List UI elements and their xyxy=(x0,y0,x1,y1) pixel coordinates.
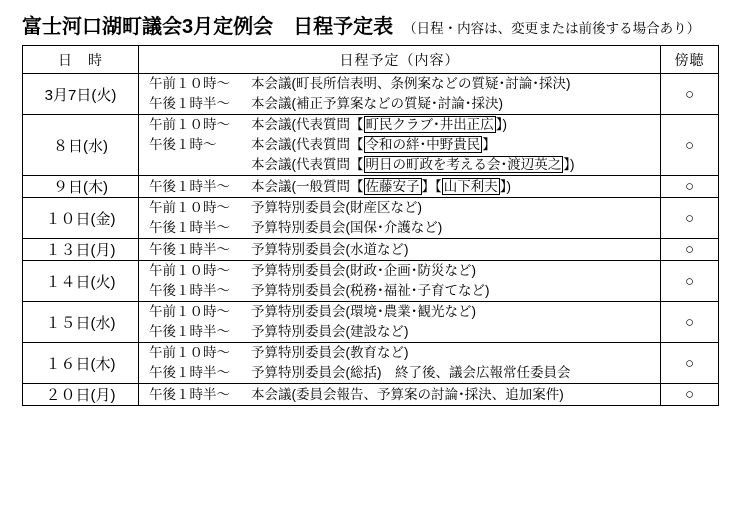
desc-suffix: 】 xyxy=(482,137,496,152)
table-row xyxy=(23,74,719,115)
schedule-time: 午前１０時〜 xyxy=(149,117,230,132)
highlighted-name: 明日の町政を考える会･渡辺英之 xyxy=(365,157,562,172)
desc-suffix: 】) xyxy=(495,117,507,132)
cell-audience: ○ xyxy=(661,239,719,261)
page-title: 富士河口湖町議会3月定例会 日程予定表 xyxy=(22,16,394,38)
schedule-line xyxy=(139,261,660,281)
schedule-time: 午後１時半〜 xyxy=(149,241,230,257)
cell-content xyxy=(139,384,661,406)
highlighted-name: 町民クラブ･井出正広 xyxy=(365,117,494,132)
schedule-line xyxy=(139,115,660,135)
schedule-time: 午後１時半〜 xyxy=(149,386,230,402)
cell-audience: ○ xyxy=(661,384,719,406)
page-subtitle: （日程・内容は、変更または前後する場合あり） xyxy=(403,21,701,36)
cell-date: １４日(火) xyxy=(23,261,139,302)
highlighted-name: 令和の絆･中野貴民 xyxy=(365,137,481,152)
cell-audience: ○ xyxy=(661,176,719,198)
schedule-desc: 予算特別委員会(財産区など) xyxy=(251,200,422,215)
schedule-time: 午前１０時〜 xyxy=(149,200,230,215)
cell-audience: ○ xyxy=(661,261,719,302)
cell-date: １５日(水) xyxy=(23,302,139,343)
schedule-time: 午後１時半〜 xyxy=(149,220,230,235)
cell-content xyxy=(139,302,661,343)
cell-content xyxy=(139,343,661,384)
cell-date: ８日(水) xyxy=(23,115,139,176)
schedule-line xyxy=(139,322,660,342)
schedule-time: 午後１時半〜 xyxy=(149,96,230,111)
cell-audience: ○ xyxy=(661,343,719,384)
cell-content xyxy=(139,115,661,176)
schedule-desc: 予算特別委員会(国保･介護など) xyxy=(251,220,443,235)
schedule-time: 午前１０時〜 xyxy=(149,76,230,91)
schedule-line xyxy=(139,155,660,175)
schedule-line xyxy=(139,240,660,260)
cell-date: １０日(金) xyxy=(23,198,139,239)
schedule-desc: 予算特別委員会(建設など) xyxy=(251,324,409,339)
schedule-line xyxy=(139,94,660,114)
schedule-desc xyxy=(251,135,660,155)
cell-audience: ○ xyxy=(661,115,719,176)
schedule-desc: 予算特別委員会(教育など) xyxy=(251,345,409,360)
schedule-desc: 本会議(町長所信表明、条例案などの質疑･討論･採決) xyxy=(251,76,571,91)
cell-audience: ○ xyxy=(661,302,719,343)
cell-audience: ○ xyxy=(661,74,719,115)
cell-date: ９日(木) xyxy=(23,176,139,198)
schedule-line xyxy=(139,343,660,363)
cell-date: １３日(月) xyxy=(23,239,139,261)
desc-suffix: 】) xyxy=(563,157,575,172)
table-row xyxy=(23,198,719,239)
schedule-table xyxy=(22,45,719,406)
schedule-desc: 予算特別委員会(水道など) xyxy=(251,241,409,257)
table-header-row xyxy=(23,46,719,74)
desc-prefix: 本会議(代表質問【 xyxy=(251,137,364,152)
table-body xyxy=(23,74,719,406)
desc-prefix: 本会議(代表質問【 xyxy=(251,117,364,132)
schedule-time: 午前１０時〜 xyxy=(149,263,230,278)
schedule-line xyxy=(139,177,660,197)
schedule-line xyxy=(139,363,660,383)
schedule-desc xyxy=(251,155,660,175)
cell-content xyxy=(139,74,661,115)
table-row xyxy=(23,115,719,176)
schedule-line xyxy=(139,281,660,301)
schedule-line xyxy=(139,135,660,155)
schedule-time: 午後１時〜 xyxy=(149,137,217,152)
schedule-desc: 予算特別委員会(総括) 終了後、議会広報常任委員会 xyxy=(251,365,571,380)
schedule-time: 午後１時半〜 xyxy=(149,324,230,339)
column-header-date: 日 時 xyxy=(23,46,139,74)
cell-date: １６日(木) xyxy=(23,343,139,384)
schedule-time: 午後１時半〜 xyxy=(149,283,230,298)
schedule-line xyxy=(139,74,660,94)
cell-date: 3月7日(火) xyxy=(23,74,139,115)
schedule-time: 午後１時半〜 xyxy=(149,178,230,194)
cell-content xyxy=(139,176,661,198)
highlighted-name: 山下利夫 xyxy=(443,178,498,194)
schedule-time: 午後１時半〜 xyxy=(149,365,230,380)
schedule-desc: 本会議(委員会報告、予算案の討論･採決、追加案件) xyxy=(251,386,564,402)
schedule-desc: 予算特別委員会(環境･農業･観光など) xyxy=(251,304,476,319)
schedule-time: 午前１０時〜 xyxy=(149,345,230,360)
desc-prefix: 本会議(代表質問【 xyxy=(251,157,364,172)
column-header-audience: 傍聴 xyxy=(661,46,719,74)
table-header xyxy=(23,46,719,74)
schedule-desc: 予算特別委員会(税務･福祉･子育てなど) xyxy=(251,283,490,298)
desc-suffix: 】) xyxy=(499,178,511,194)
schedule-desc: 予算特別委員会(財政･企画･防災など) xyxy=(251,263,476,278)
cell-audience: ○ xyxy=(661,198,719,239)
schedule-line xyxy=(139,302,660,322)
cell-date: ２０日(月) xyxy=(23,384,139,406)
schedule-time: 午前１０時〜 xyxy=(149,304,230,319)
cell-content xyxy=(139,198,661,239)
cell-content xyxy=(139,239,661,261)
table-row xyxy=(23,302,719,343)
schedule-line xyxy=(139,218,660,238)
desc-middle: 】【 xyxy=(421,178,442,194)
cell-content xyxy=(139,261,661,302)
table-row xyxy=(23,343,719,384)
desc-prefix: 本会議(一般質問【 xyxy=(251,178,364,194)
schedule-desc xyxy=(251,177,660,197)
table-row xyxy=(23,384,719,406)
table-row xyxy=(23,239,719,261)
column-header-content: 日程予定（内容） xyxy=(139,46,661,74)
schedule-desc xyxy=(251,115,660,135)
table-row xyxy=(23,176,719,198)
document-title-row xyxy=(0,0,739,45)
highlighted-name: 佐藤安子 xyxy=(365,178,420,194)
schedule-desc: 本会議(補正予算案などの質疑･討論･採決) xyxy=(251,96,503,111)
schedule-line xyxy=(139,198,660,218)
table-row xyxy=(23,261,719,302)
schedule-line xyxy=(139,385,660,405)
